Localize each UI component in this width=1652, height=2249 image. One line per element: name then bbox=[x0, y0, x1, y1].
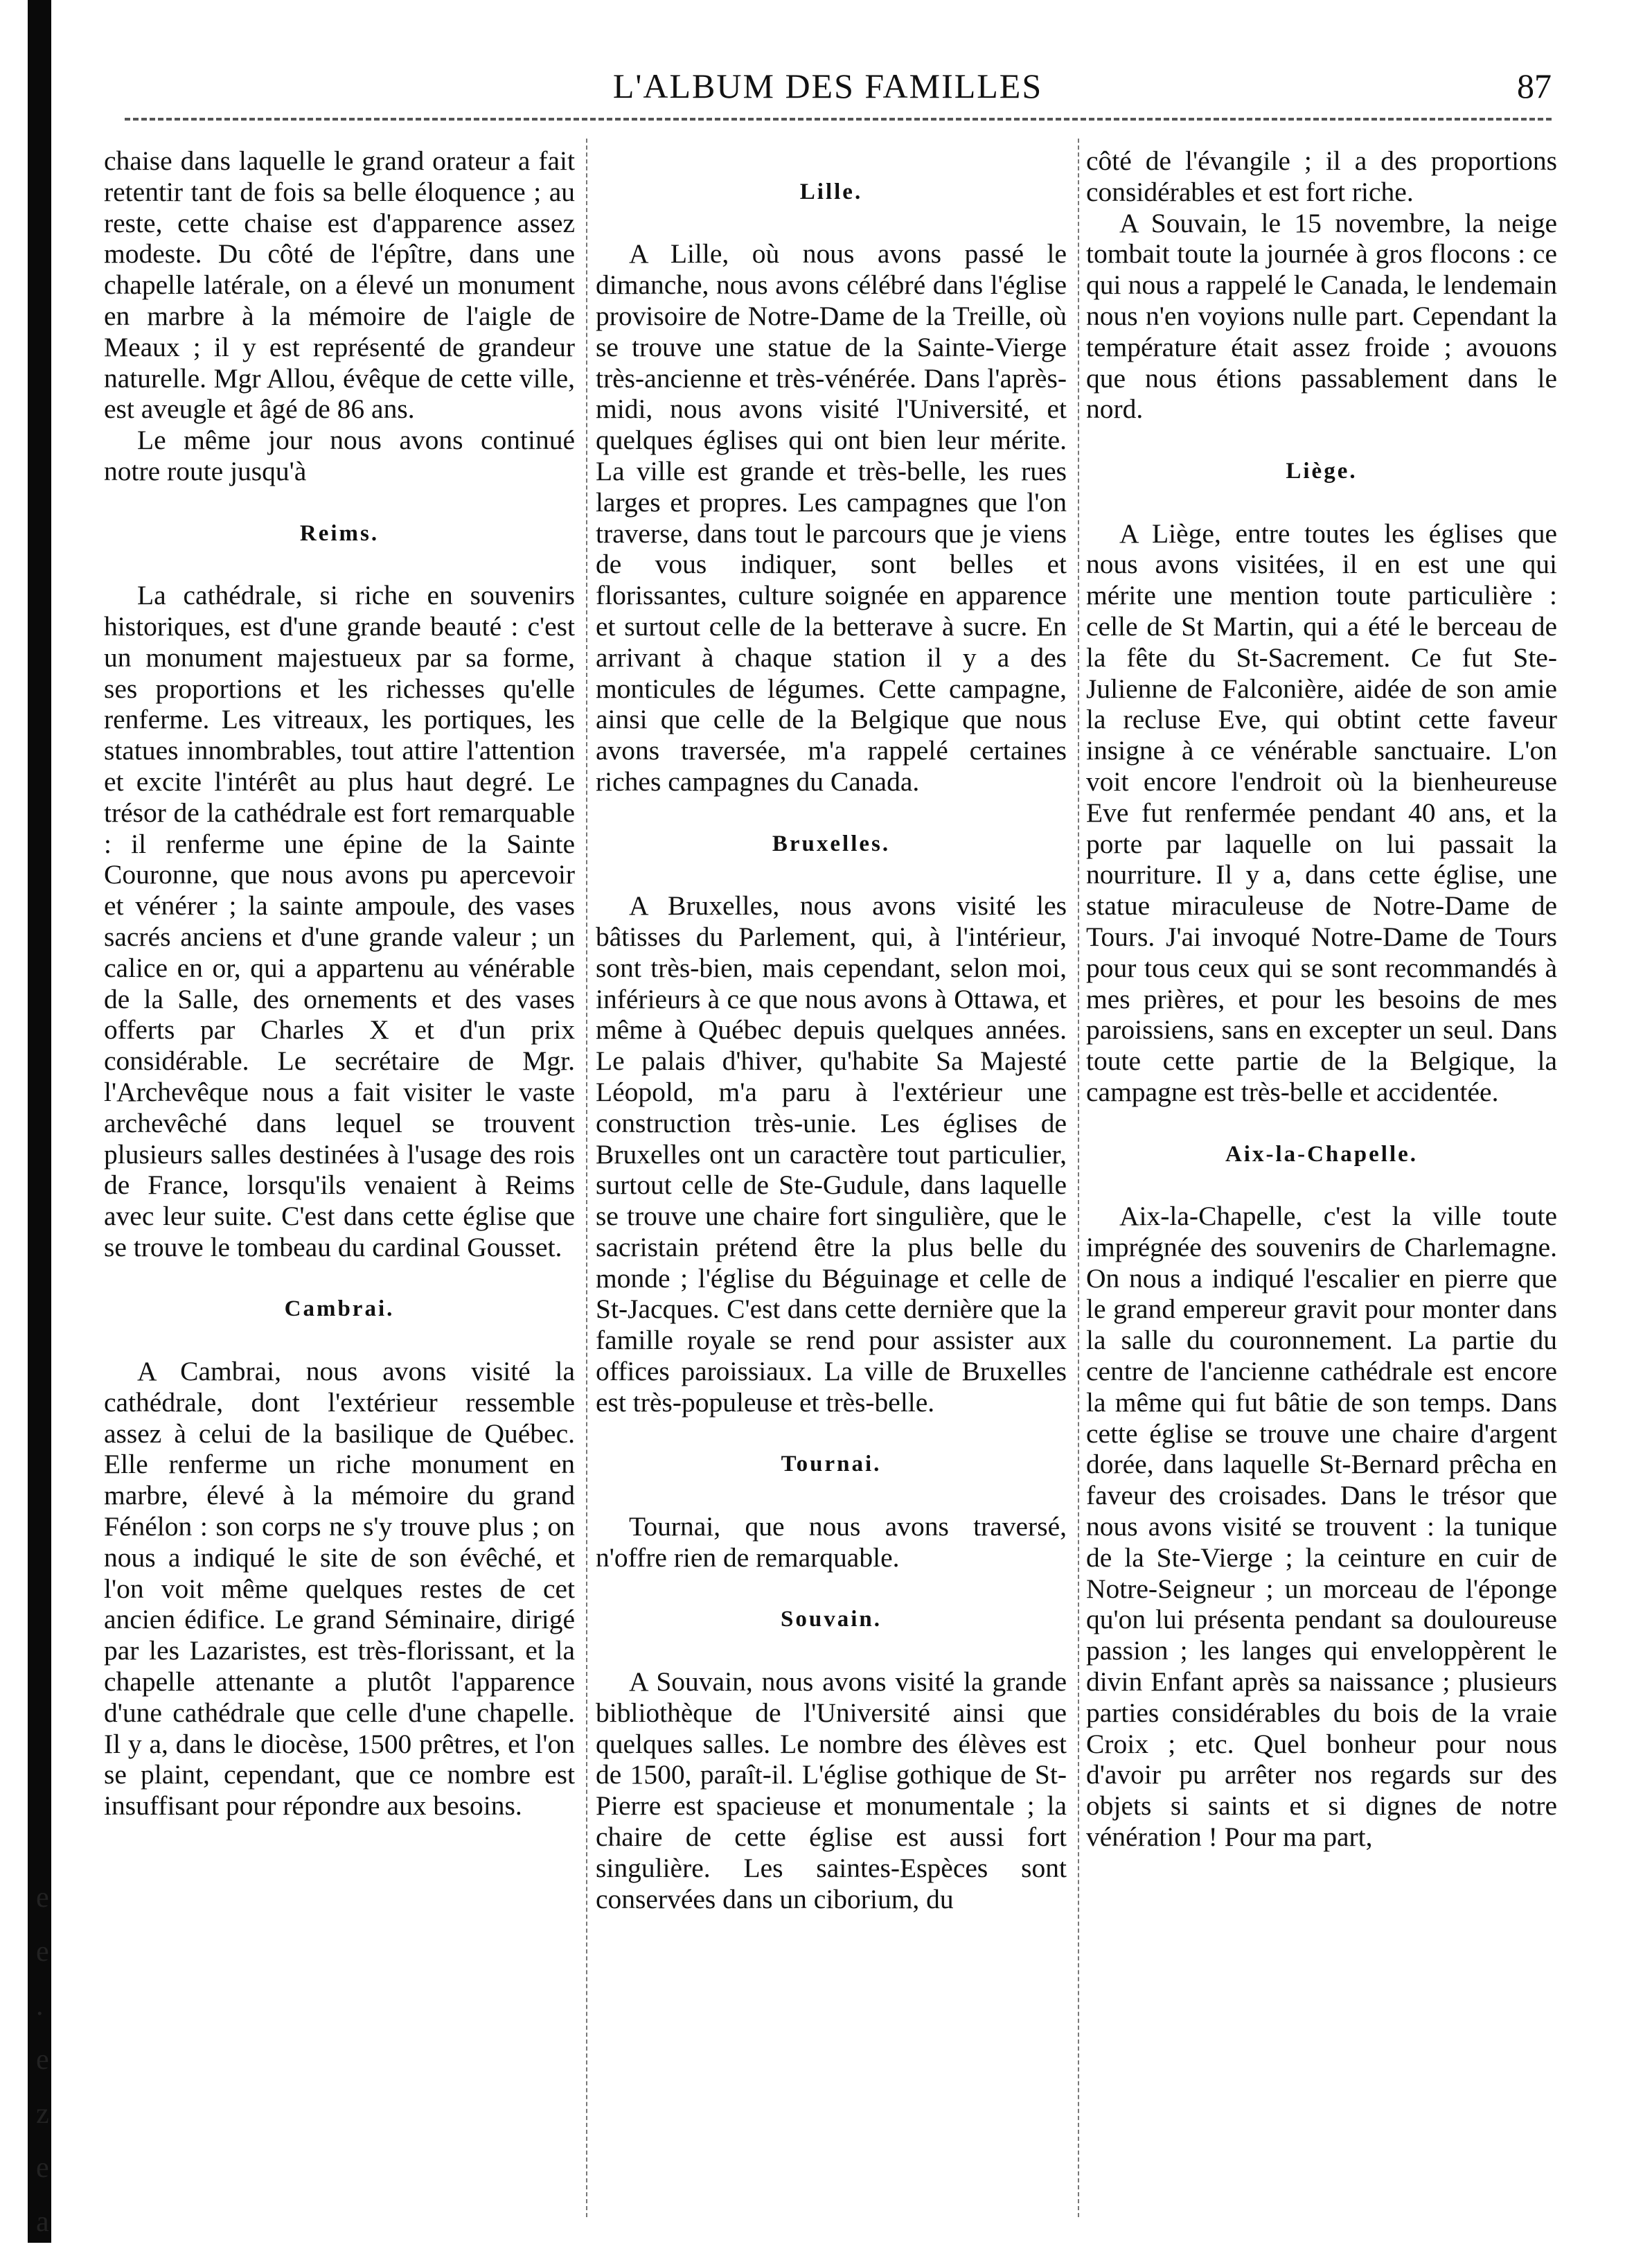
text-column-3 bbox=[1086, 145, 1557, 1853]
header-rule bbox=[125, 118, 1552, 121]
paragraph: A Cambrai, nous avons visité la cathédrale, dont l'extérieur ressemble assez à celui de la basilique de Québec. Elle renferme un riche monument en marbre, élevé à la mémoire du grand Fénélon : son corps ne s'y trouve plus ; on nous a indiqué le site de son évêché, et l'on voit même quelques restes de cet ancien édifice. Le grand Séminaire, dirigé par les Lazaristes, est très-florissant, et la chapelle attenante a plutôt l'apparence d'une cathédrale que celle d'une chapelle. Il y a, dans le diocèse, 1500 prêtres, et l'on se plaint, cependant, que ce nombre est insuffisant pour répondre aux besoins. bbox=[104, 1356, 575, 1822]
text-column-1 bbox=[104, 145, 575, 1822]
margin-fragment: z bbox=[36, 2098, 49, 2130]
column-divider bbox=[1078, 139, 1079, 2217]
page-header bbox=[104, 66, 1552, 128]
paragraph: chaise dans laquelle le grand orateur a fait retentir tant de fois sa belle éloquence ; au reste, cette chaise est d'apparence assez modeste. Du côté de l'épître, dans une chapelle latérale, on a élevé un monument en marbre à la mémoire de l'aigle de Meaux ; il y est représenté de grandeur naturelle. Mgr Allou, évêque de cette ville, est aveugle et âgé de 86 ans. bbox=[104, 145, 575, 425]
paragraph: A Souvain, le 15 novembre, la neige tombait toute la journée à gros flocons : ce qui nous a rappelé le Canada, le lendemain nous n'en voyions nulle part. Cependant la température était assez froide ; avouons que nous étions passablement dans le nord. bbox=[1086, 207, 1557, 425]
section-heading: Lille. bbox=[799, 179, 863, 204]
section-heading: Souvain. bbox=[781, 1607, 882, 1632]
paragraph: A Liège, entre toutes les églises que nous avons visitées, il en est une qui mérite une mention toute particulière : celle de St Martin, qui a été le berceau de la fête du St-Sacrement. Ce fut Ste-Julienne de Falconière, aidée de son amie la recluse Eve, qui obtint cette faveur insigne à ce vénérable sanctuaire. L'on voit encore l'endroit où la bienheureuse Eve fut renfermée pendant 40 ans, et la porte par laquelle on lui passait la nourriture. Il y a, dans cette église, une statue miraculeuse de Notre-Dame de Tours. J'ai invoqué Notre-Dame de Tours pour tous ceux qui se sont recommandés à mes prières, et pour les besoins de mes paroissiens, sans en excepter un seul. Dans toute cette partie de la Belgique, la campagne est très-belle et accidentée. bbox=[1086, 518, 1557, 1107]
paragraph: A Souvain, nous avons visité la grande bibliothèque de l'Université ainsi que quelques salles. Le nombre des élèves est de 1500, paraît-il. L'église gothique de St-Pierre est spacieuse et monumentale ; la chaire de cette église est aussi fort singulière. Les saintes-Espèces sont conservées dans un ciborium, du bbox=[596, 1666, 1067, 1914]
margin-fragments bbox=[36, 1871, 64, 2249]
column-divider bbox=[586, 139, 587, 2217]
section-heading: Cambrai. bbox=[284, 1296, 395, 1322]
margin-fragment: e bbox=[36, 2044, 49, 2076]
margin-fragment: a bbox=[36, 2206, 49, 2238]
section-heading: Aix-la-Chapelle. bbox=[1225, 1141, 1419, 1167]
section-heading: Reims. bbox=[299, 520, 380, 546]
page-number: 87 bbox=[1517, 67, 1552, 105]
paragraph: Aix-la-Chapelle, c'est la ville toute imprégnée des souvenirs de Charlemagne. On nous a indiqué l'escalier en pierre que le grand empereur gravit pour monter dans la salle du couronnement. La partie du centre de l'ancienne cathédrale est encore la même qui fut bâtie de son temps. Dans cette église se trouve une chaire d'argent dorée, dans laquelle St-Bernard prêcha en faveur des croisades. Dans le trésor que nous avons visité se trouvent : la tunique de la Ste-Vierge ; la ceinture en cuir de Notre-Seigneur ; un morceau de l'éponge qu'on lui présenta pendant sa douloureuse passion ; les langes qui enveloppèrent le divin Enfant après sa naissance ; plusieurs parties considérables du bois de la vraie Croix ; etc. Quel bonheur pour nous d'avoir pu arrêter nos regards sur des objets si saints et si dignes de notre vénération ! Pour ma part, bbox=[1086, 1201, 1557, 1853]
paragraph: A Lille, où nous avons passé le dimanche, nous avons célébré dans l'église provisoire de Notre-Dame de la Treille, où se trouve une statue de la Sainte-Vierge très-ancienne et très-vénérée. Dans l'après-midi, nous avons visité l'Université, et quelques églises qui ont bien leur mérite. La ville est grande et très-belle, les rues larges et propres. Les campagnes que l'on traverse, dans tout le parcours que je viens de vous indiquer, sont belles et florissantes, culture soignée en apparence et surtout celle de la betterave à sucre. En arrivant à chaque station il y a des monticules de légumes. Cette campagne, ainsi que celle de la Belgique que nous avons traversée, m'a rappelé certaines riches campagnes du Canada. bbox=[596, 238, 1067, 797]
section-heading: Bruxelles. bbox=[772, 831, 891, 856]
text-column-2 bbox=[596, 145, 1067, 1914]
paragraph: Le même jour nous avons continué notre route jusqu'à bbox=[104, 425, 575, 486]
paragraph: Tournai, que nous avons traversé, n'offre rien de remarquable. bbox=[596, 1511, 1067, 1573]
paragraph: A Bruxelles, nous avons visité les bâtisses du Parlement, qui, à l'intérieur, sont très-bien, mais cependant, selon moi, inférieurs à ce que nous avons à Ottawa, et même à Québec depuis quelques années. Le palais d'hiver, qu'habite Sa Majesté Léopold, m'a paru à l'extérieur une construction très-unie. Les églises de Bruxelles ont un caractère tout particulier, surtout celle de Ste-Gudule, dans laquelle se trouve une chaire fort singulière, que le sacristain prétend être la plus belle du monde ; l'église du Béguinage et celle de St-Jacques. C'est dans cette dernière que la famille royale se rend pour assister aux offices paroissiaux. La ville de Bruxelles est très-populeuse et très-belle. bbox=[596, 890, 1067, 1418]
margin-fragment: . bbox=[36, 1990, 44, 2022]
margin-fragment: e bbox=[36, 1882, 49, 1914]
running-title: L'ALBUM DES FAMILLES bbox=[612, 67, 1043, 105]
section-heading: Tournai. bbox=[781, 1452, 882, 1477]
margin-fragment: e bbox=[36, 2152, 49, 2184]
section-heading: Liège. bbox=[1286, 458, 1358, 484]
margin-fragment: e bbox=[36, 1936, 49, 1968]
paragraph: La cathédrale, si riche en souvenirs historiques, est d'une grande beauté : c'est un monument majestueux par sa forme, ses proportions et les richesses qu'elle renferme. Les vitreaux, les portiques, les statues innombrables, tout attire l'attention et excite l'intérêt au plus haut degré. Le trésor de la cathédrale est fort remarquable : il renferme une épine de la Sainte Couronne, que nous avons pu apercevoir et vénérer ; la sainte ampoule, des vases sacrés anciens et d'une grande valeur ; un calice en or, qui a appartenu au vénérable de la Salle, des ornements et des vases offerts par Charles X et d'un prix considérable. Le secrétaire de Mgr. l'Archevêque nous a fait visiter le vaste archevêché dans lequel se trouvent plusieurs salles destinées à l'usage des rois de France, lorsqu'ils venaient à Reims avec leur suite. C'est dans cette église que se trouve le tombeau du cardinal Gousset. bbox=[104, 580, 575, 1262]
paragraph: côté de l'évangile ; il a des proportions considérables et est fort riche. bbox=[1086, 145, 1557, 207]
